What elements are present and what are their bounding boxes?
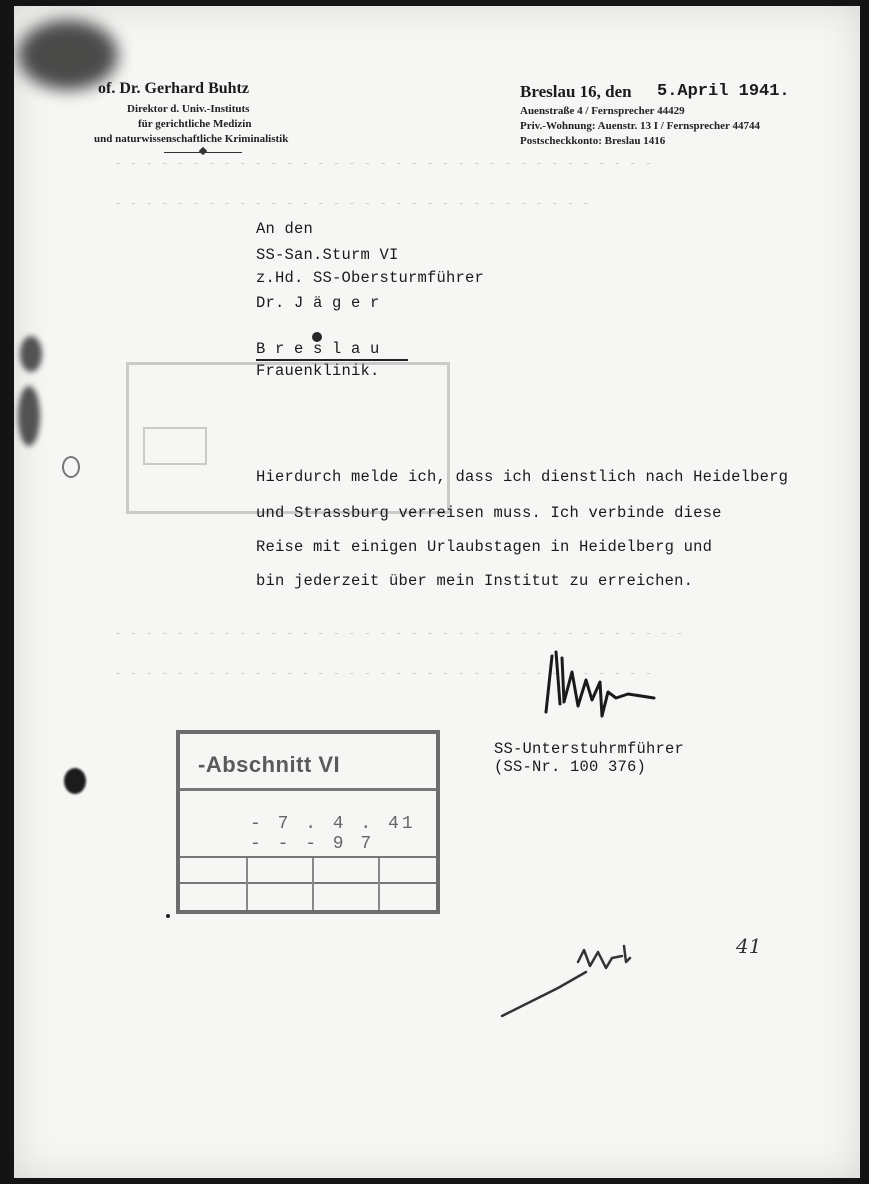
ink-spot [64, 768, 86, 794]
annotation-date: 41 [736, 934, 762, 958]
letter-date: 5.April 1941. [657, 82, 790, 101]
body-line: bin jederzeit über mein Institut zu erreichen. [256, 572, 694, 590]
recipient-line: z.Hd. SS-Obersturmführer [256, 269, 485, 287]
letterhead-title-line: für gerichtliche Medizin [138, 118, 252, 130]
ss-number: (SS-Nr. 100 376) [494, 758, 647, 776]
signature-rank: SS-Unterstuhrmführer [494, 740, 685, 758]
body-line: Reise mit einigen Urlaubstagen in Heidelberg und [256, 538, 713, 556]
document-page [14, 6, 860, 1178]
recipient-line: SS-San.Sturm VI [256, 246, 399, 264]
handwritten-initials [498, 932, 698, 1022]
letterhead-name: of. Dr. Gerhard Buhtz [98, 80, 249, 97]
recipient-line: Dr. J ä g e r [256, 294, 380, 312]
letterhead-title-line: und naturwissenschaftliche Kriminalistik [94, 133, 289, 145]
bleed-through-text: - - - - - - - - - - - - - - - - - - - - - - - - - - - - - - - - - - - [114, 156, 653, 171]
stamp-title: -Abschnitt VI [198, 752, 341, 777]
bleed-through-text: - - - - - - - - - - - - - - - - - - - - - - - - - - - - - - - - - - - - - [114, 626, 684, 641]
ink-smudge [20, 336, 42, 372]
receipt-stamp [176, 730, 440, 914]
bleed-through-text: - - - - - - - - - - - - - - - - - - - - - - - - - - - - - - - - - - - [114, 666, 653, 681]
stamp-number: - 7 . 4 . 41 - - - 9 7 [250, 814, 416, 854]
body-line: und Strassburg verreisen muss. Ich verbinde diese [256, 504, 722, 522]
punch-hole-mark [62, 456, 80, 478]
letterhead-ornament [199, 147, 207, 155]
recipient-line: An den [256, 220, 314, 238]
recipient-city: B r e s l a u [256, 340, 380, 358]
ink-smudge [18, 386, 40, 446]
body-line: Hierdurch melde ich, dass ich dienstlich nach Heidelberg [256, 468, 789, 486]
letterhead-address: Auenstraße 4 / Fernsprecher 44429 [520, 105, 685, 117]
letterhead-address: Postscheckkonto: Breslau 1416 [520, 135, 666, 147]
faint-stamp-outline [126, 362, 450, 514]
letterhead-city: Breslau 16, den [520, 82, 632, 101]
recipient-line: Frauenklinik. [256, 362, 380, 380]
letterhead-address: Priv.-Wohnung: Auenstr. 13 I / Fernsprecher 44744 [520, 120, 760, 132]
bleed-through-text: - - - - - - - - - - - - - - - - - - - - - - - - - - - - - - - [114, 196, 590, 211]
city-underline [256, 359, 408, 361]
handwritten-signature [538, 642, 668, 728]
letterhead-title-line: Direktor d. Univ.-Instituts [127, 103, 250, 115]
